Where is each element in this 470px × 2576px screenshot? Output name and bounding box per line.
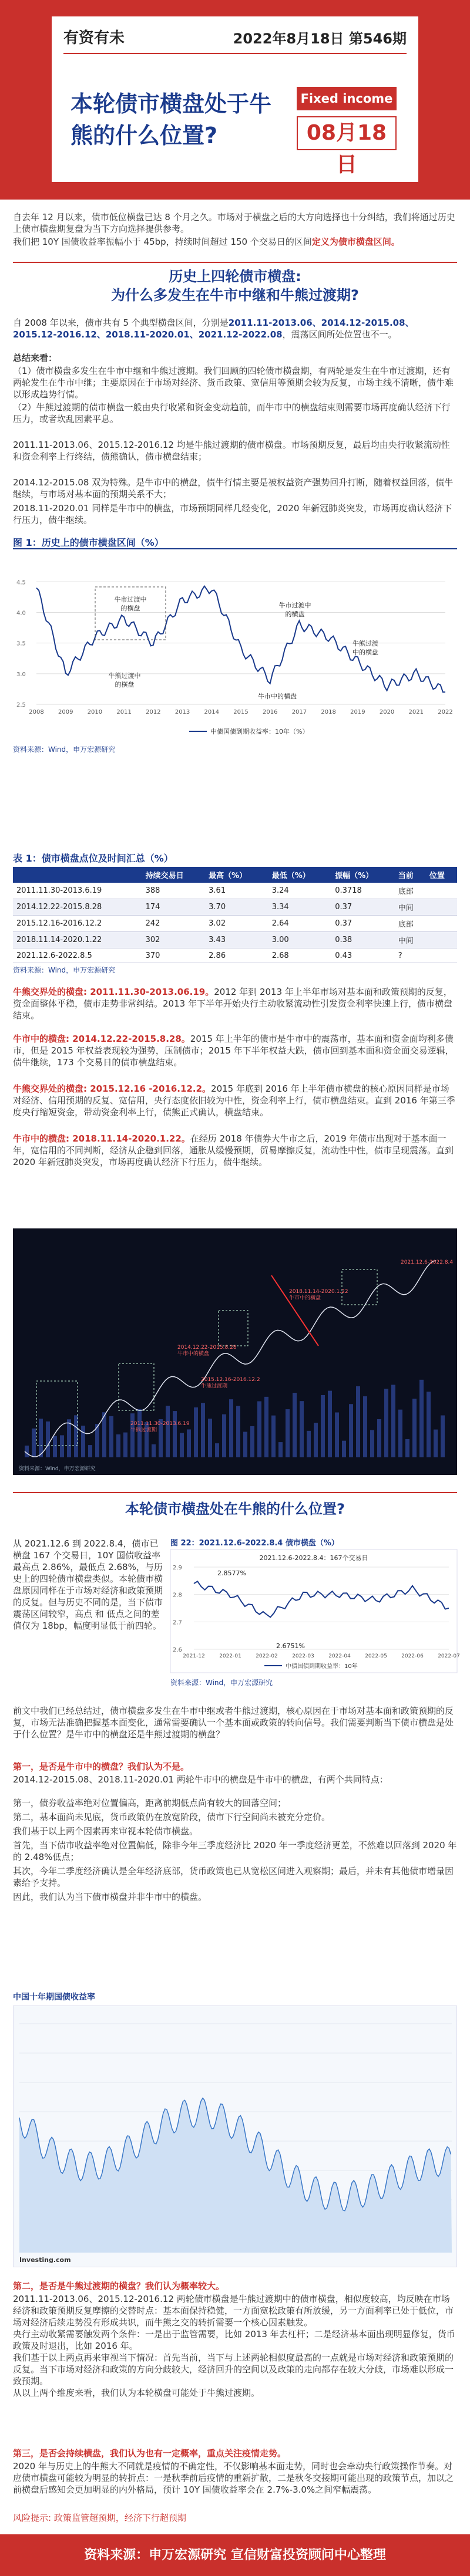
periods-list: 2011.11-2013.06、2014.12-2015.08、2015.12-2016.12、2018.11-2020.01、2021.12-2022.08 — [13, 318, 414, 340]
figure3-chart — [13, 2006, 457, 2267]
question2-body: 2011.11-2013.06、2015.12-2016.12 两轮债市横盘是牛熊过渡期中的债市横盘，相似度较高，均反映在市场经济和政策预期反复摩擦的交替时点：基本面保持稳健，一方面宽松政策有所放缓，另一方面利率已处于低位，市场对经济后续走势没有形成共识，而牛熊之交的转折需要一个核心因素触发。 央行主动收紧需要触发两个条件：一是出于监管需要，比如 2013 年去杠杆；二是经济基本面出现明显修复，货币政策及时退出，比如 2016 年。 我们基于以上两点再来审视当下情况：首先当前，当下与上述两轮相似度最高的一点就是市场对经济和政策预期的反复。当下市场对经济和政策的方向分歧较大，经济回升的空间以及政策的走向都存在较大分歧，市场难以形成一致预期。 从以上两个维度来看，我们认为本轮横盘可能处于牛熊过渡期。 — [13, 2294, 455, 2398]
question1-item: 第一，债券收益率绝对位置偏高，距离前期低点尚有较大的回落空间； — [13, 1798, 287, 1808]
dark-annotation-2b: 牛市中的横盘 — [177, 1351, 210, 1357]
dark-bar — [109, 1416, 113, 1457]
summary-point-1: （1）债市横盘多发生在牛市中继和牛熊过渡期。我们回顾的四轮债市横盘期，有两轮是发生在牛市过渡期，还有两轮发生在牛市中继；主要原因在于市场对经济、货币政策、宽信用等预期会较为反复，市场主线不清晰，债牛难以形成趋势行情。 — [13, 366, 454, 400]
figure1-chart — [13, 552, 457, 740]
dark-yield-chart — [13, 1228, 457, 1475]
y-tick-label: 2.5 — [16, 702, 26, 708]
table-cell: 3.61 — [205, 883, 268, 899]
dark-bar — [405, 1439, 409, 1457]
x-tick-label: 2013 — [174, 709, 190, 715]
summary-table — [13, 867, 457, 963]
figure2-legend: 中债国债到期收益率：10年 — [286, 1663, 358, 1670]
question3-heading: 第三，是否会持续横盘，我们认为也有一定概率，重点关注疫情走势。 — [13, 2448, 287, 2459]
question1-list — [13, 1797, 457, 1905]
x-tick-label: 2022-01 — [219, 1653, 241, 1659]
dark-bar — [427, 1392, 431, 1457]
table-cell: 0.37 — [331, 916, 395, 932]
table-cell: 388 — [142, 883, 206, 899]
summary-point-2: （2）牛熊过渡期的债市横盘一般由央行收紧和资金变动趋前，而牛市中的横盘结束则需要市场再度确认经济下行压力，或者坎乱因素平息。 — [13, 402, 451, 424]
table-row — [13, 899, 457, 916]
table-cell: 2.86 — [205, 948, 268, 963]
section-divider — [13, 262, 457, 263]
page-title: 本轮债市横盘处于牛熊的什么位置? — [70, 91, 272, 148]
table1-source: 资料来源：Wind，申万宏源研究 — [13, 966, 116, 974]
dark-annotation-4b: 牛市中的横盘 — [289, 1295, 321, 1301]
paragraph-2014: 2014.12-2015.08 双为特殊。是牛市中的横盘，债牛行情主要是被权益资产强势回升打断，随着权益回落，债牛继续，与市场对基本面的预期关系不大； — [13, 477, 454, 499]
dark-bar — [412, 1399, 417, 1457]
paragraph-2018: 2018.11-2020.01 同样是牛市中的横盘，市场预期同样几经变化，2020 年新冠肺炎突发，市场再度确认经济下行压力，债牛继续。 — [13, 503, 452, 525]
dark-annotation-2: 2014.12.22-2015.8.28 — [177, 1345, 237, 1351]
period-2011-head: 牛熊交界处的横盘: 2011.11.30-2013.06.19。 — [13, 987, 214, 997]
table-cell: 2015.12.16-2016.12.2 — [13, 916, 142, 932]
y-tick-label: 2.9 — [173, 1565, 182, 1571]
x-tick-label: 2016 — [262, 709, 278, 715]
x-tick-label: 2014 — [204, 709, 220, 715]
periods-lead: 自 2008 年以来，债市共有 5 个典型横盘区间，分别是 — [13, 318, 229, 328]
question3-body: 2020 年与历史上的牛熊大不同就是疫情的不确定性，不仅影响基本面走势，同时也会牵动央行政策操作节奏。对应债市横盘可能较为明显的转折点：一是秋季前后疫情的重新扩散，二是秋冬交接期可能出现的政策节点，加以之前横盘后感知会更加明显的内外格局，预计 10Y 国债收益率会在 2.7%-3.0%之间窄幅震荡。 — [13, 2461, 454, 2495]
period-2011-body: 2012 年到 2013 年上半年市场对基本面和政策预期的反复，资金面整体平稳，债市走势非常纠结。2013 年下半年开始央行主动收紧流动性引发资金利率快速上行，债市横盘结束。 — [13, 987, 452, 1021]
table-cell: ? — [395, 948, 426, 963]
dark-bar — [349, 1404, 353, 1457]
table-row — [13, 932, 457, 948]
dark-arrow — [271, 1275, 318, 1346]
intro-definition — [13, 236, 457, 248]
x-tick-label: 2012 — [146, 709, 161, 715]
dark-bar — [286, 1409, 290, 1457]
table-header-cell: 位置 — [426, 867, 457, 883]
table-cell: 3.02 — [205, 916, 268, 932]
figure3-title: 中国十年期国债收益率 — [13, 1993, 95, 2002]
annotation-text-3b: 的横盘 — [285, 610, 305, 618]
x-tick-label: 2010 — [87, 709, 103, 715]
dark-bar — [314, 1423, 318, 1457]
annotation-text-5: 牛市中的横盘 — [258, 693, 297, 700]
dark-bar — [335, 1413, 339, 1457]
period-2018-head: 牛市中的横盘: 2018.11.14-2020.1.22。 — [13, 1133, 190, 1144]
dark-bar — [384, 1389, 388, 1457]
figure1-legend: 中债国债到期收益率：10年（%） — [210, 728, 309, 735]
figure3-svg — [14, 2006, 458, 2268]
dark-bar — [81, 1426, 85, 1457]
dark-bar — [250, 1426, 254, 1457]
table-cell: 中间 — [395, 899, 426, 916]
section2-paragraph: 前文中我们已经总结过，债市横盘多发生在牛市中继或者牛熊过渡期，核心原因在于市场对基本面和政策预期的反复，市场无法准确把握基本面变化，通常需要确认一个基本面或政策的转向信号。我们需要判断当下债市横盘是处于什么位置？是牛市中的横盘还是牛熊过渡期的横盘？ — [13, 1706, 454, 1740]
dark-chart-svg — [13, 1228, 457, 1475]
dark-bar — [278, 1442, 283, 1457]
dark-bar — [32, 1429, 36, 1457]
table-header-cell: 当前 — [395, 867, 426, 883]
table-cell: 2.64 — [268, 916, 332, 932]
dark-annotation-4: 2018.11.14-2020.1.22 — [289, 1289, 348, 1295]
table-cell: 2018.11.14-2020.1.22 — [13, 932, 142, 948]
x-tick-label: 2018 — [321, 709, 336, 715]
dark-bar — [441, 1416, 445, 1457]
dark-annotation-3: 2015.12.16-2016.12.2 — [201, 1377, 260, 1383]
y-tick-label: 3.5 — [16, 640, 26, 647]
dark-bar — [53, 1436, 57, 1457]
table-cell: 3.70 — [205, 899, 268, 916]
question2-heading: 第二，是否是牛熊过渡期的横盘？我们认为概率较大。 — [13, 2281, 225, 2291]
table-cell: 2.68 — [268, 948, 332, 963]
figure2-caption: 图 22：2021.12.6-2022.8.4 债市横盘（%） — [170, 1539, 339, 1548]
dark-bar — [321, 1395, 325, 1457]
summary-heading: 总结来看： — [13, 353, 58, 363]
dark-bar — [264, 1397, 268, 1457]
dark-bar — [377, 1419, 381, 1457]
annotation-text-1b: 的横盘 — [120, 605, 140, 612]
x-tick-label: 2022-06 — [401, 1653, 424, 1659]
dark-annotation-3b: 牛熊过渡期 — [201, 1383, 228, 1389]
dark-bar — [208, 1419, 212, 1457]
dark-bar — [307, 1431, 311, 1457]
date-badge: 08月18日 — [297, 116, 397, 150]
dark-bar — [187, 1429, 191, 1457]
period-2015 — [13, 1083, 457, 1118]
table-cell: 0.38 — [331, 932, 395, 948]
dark-box-2 — [119, 1363, 154, 1410]
periods-tail: ，震荡区间所处位置也不一。 — [282, 329, 397, 340]
table-cell: 302 — [142, 932, 206, 948]
dark-bar — [39, 1419, 43, 1457]
question1-heading: 第一，是否是牛市中的横盘？我们认为不是。 — [13, 1761, 190, 1772]
dark-box-3 — [219, 1311, 248, 1346]
table-cell: 0.3718 — [331, 883, 395, 899]
table-cell — [426, 899, 457, 916]
dark-source: 资料来源：Wind，申万宏源研究 — [19, 1466, 96, 1472]
figure2-low-label: 2.6751% — [276, 1642, 305, 1650]
x-tick-label: 2021 — [408, 709, 424, 715]
dark-bar — [293, 1393, 297, 1457]
dark-bar — [116, 1434, 120, 1457]
dark-bar — [342, 1441, 346, 1457]
table-header-row — [13, 867, 457, 883]
table-cell: 2021.12.6-2022.8.5 — [13, 948, 142, 963]
question1-item: 因此，我们认为当下债市横盘并非牛市中的横盘。 — [13, 1892, 207, 1902]
dark-bar — [201, 1403, 205, 1457]
annotation-text-1: 牛市过渡中 — [114, 596, 147, 603]
dark-bar — [123, 1433, 127, 1457]
section1-paragraph — [13, 317, 457, 340]
annotation-text-4b: 中的横盘 — [352, 649, 378, 656]
figure1-rule — [13, 548, 457, 549]
x-tick-label: 2019 — [350, 709, 365, 715]
table-cell: 3.24 — [268, 883, 332, 899]
table-row — [13, 948, 457, 963]
figure2-chart — [170, 1549, 460, 1673]
table-cell: 3.00 — [268, 932, 332, 948]
figure2-high-label: 2.8577% — [217, 1569, 246, 1577]
x-tick-label: 2021-12 — [183, 1653, 205, 1659]
definition-highlight: 定义为债市横盘区间。 — [311, 237, 400, 247]
section2-divider — [13, 1492, 457, 1493]
table-header-cell: 振幅（%） — [331, 867, 395, 883]
y-tick-label: 4.0 — [16, 610, 26, 617]
period-2014 — [13, 1033, 457, 1068]
annotation-text-3: 牛市过渡中 — [278, 602, 311, 609]
figure2-inner-title: 2021.12.6-2022.8.4：167个交易日 — [259, 1554, 368, 1562]
x-tick-label: 2011 — [116, 709, 132, 715]
x-tick-label: 2008 — [29, 709, 44, 715]
y-tick-label: 2.8 — [173, 1592, 182, 1599]
section2-left-text: 从 2021.12.6 到 2022.8.4，债市已横盘 167 个交易日，10Y 国债收益率最高点 2.86%，最低点 2.68%，与历史上的四轮债市横盘类似。本轮债市横盘原因同样在于市场对经济和政策预期的反复。但与历史不同的是，当下债市震荡区间较窄，高点 和 低点之间的差值仅为 18bp，幅度明显低于前四轮。 — [13, 1538, 163, 1631]
dark-bar — [60, 1435, 64, 1457]
table-header-cell: 持续交易日 — [142, 867, 206, 883]
dark-bar — [434, 1430, 438, 1457]
x-tick-label: 2015 — [233, 709, 249, 715]
dark-bar — [328, 1391, 332, 1457]
dark-bar — [398, 1410, 402, 1457]
table-cell: 中间 — [395, 932, 426, 948]
dark-bar — [257, 1402, 261, 1457]
x-tick-label: 2022-07 — [438, 1653, 460, 1659]
table1-caption: 表 1：债市横盘点位及时间汇总（%） — [13, 853, 173, 864]
x-tick-label: 2020 — [379, 709, 395, 715]
table-cell: 底部 — [395, 883, 426, 899]
dark-annotation-5: 2021.12.6-2022.8.4 — [401, 1260, 454, 1265]
question1-lead: 2014.12-2015.08、2018.11-2020.01 两轮牛市中的横盘是牛市中的横盘，有两个共同特点： — [13, 1774, 388, 1785]
annotation-text-2: 牛熊过渡中 — [108, 672, 141, 680]
table-cell: 0.43 — [331, 948, 395, 963]
dark-bar — [271, 1416, 276, 1457]
y-tick-label: 2.6 — [173, 1647, 182, 1653]
period-2015-body: 2015 年底到 2016 年上半年债市横盘的核心原因同样是市场对经济、信用预期的反复、宽信用，央行态度依旧较为中性，资金利率上行，债市横盘结束。直到 2016 年第三季度央行缩短资金，带动资金利率上行，债熊正式确认，横盘结束。 — [13, 1083, 455, 1117]
table-header-cell — [13, 867, 142, 883]
paragraph-transition: 2011.11-2013.06、2015.12-2016.12 均是牛熊过渡期的债市横盘。市场预期反复，最后均由央行收紧流动性和资金利率上行终结，债熊确认，债市横盘结束； — [13, 440, 450, 462]
table-header-cell: 最低（%） — [268, 867, 332, 883]
dark-box-4 — [342, 1270, 377, 1305]
period-2018 — [13, 1133, 457, 1168]
series-name: 有资有未 — [63, 29, 125, 47]
x-tick-label: 2022-05 — [365, 1653, 387, 1659]
section1-title-line1: 历史上四轮债市横盘: — [169, 268, 301, 285]
definition-lead: 我们把 10Y 国债收益率振幅小于 45bp，持续时间超过 150 个交易日的区间 — [13, 237, 312, 247]
question1-item: 第二，基本面尚未见底，货币政策仍在放宽阶段，债市下行空间尚未被充分定价。 — [13, 1812, 331, 1822]
table-cell — [426, 883, 457, 899]
dark-bar — [229, 1399, 233, 1457]
y-tick-label: 2.7 — [173, 1619, 182, 1626]
table-cell: 174 — [142, 899, 206, 916]
question1-item: 我们基于以上两个因素再来审视本轮债市横盘。 — [13, 1826, 199, 1836]
table-cell: 3.34 — [268, 899, 332, 916]
figure1-source: 资料来源：Wind，申万宏源研究 — [13, 745, 116, 754]
period-2011 — [13, 986, 457, 1021]
x-tick-label: 2022-04 — [328, 1653, 351, 1659]
fixed-income-tag: Fixed income — [297, 87, 397, 110]
period-2018-body: 在经历 2018 年债券大牛市之后，2019 年债市出现对于基本面一年，宽信用的不同判断，经济从企稳到回落，通胀从缓慢预期，贸易摩擦反复，流动性中性，债市呈现震荡。直到 2020 年新冠肺炎突发，市场再度确认经济下行压力，债牛继续。 — [13, 1133, 454, 1167]
figure1-caption: 图 1：历史上的债市横盘区间（%） — [13, 537, 164, 548]
dark-bar — [173, 1411, 177, 1457]
question1-item: 首先，当下债市收益率绝对位置偏低，除非今年三季度经济比 2020 年一季度经济更差，不然难以回落到 2020 年的 2.48%低点； — [13, 1840, 457, 1862]
dark-annotation-1: 2011.11.30-2013.6.19 — [130, 1421, 190, 1427]
y-tick-label: 3.0 — [16, 671, 26, 678]
section2-title: 本轮债市横盘处在牛熊的什么位置? — [125, 1501, 345, 1517]
y-tick-label: 4.5 — [16, 579, 26, 586]
intro-paragraph: 自去年 12 月以来，债市低位横盘已达 8 个月之久。市场对于横盘之后的大方向选择也十分纠结，我们将通过历史上债市横盘期复盘为当下方向选择提供参考。 — [13, 212, 455, 234]
dark-bar — [215, 1443, 219, 1457]
dark-bar — [180, 1433, 184, 1457]
table-cell: 242 — [142, 916, 206, 932]
dark-bar — [391, 1385, 395, 1457]
x-tick-label: 2022-03 — [292, 1653, 314, 1659]
table-cell — [426, 916, 457, 932]
table-row — [13, 883, 457, 899]
dark-bar — [46, 1422, 50, 1457]
table-cell: 2014.12.22-2015.8.28 — [13, 899, 142, 916]
x-tick-label: 2017 — [291, 709, 307, 715]
table-cell: 3.43 — [205, 932, 268, 948]
table-cell: 370 — [142, 948, 206, 963]
period-2014-head: 牛市中的横盘: 2014.12.22-2015.8.28。 — [13, 1034, 190, 1044]
dark-bar — [166, 1406, 170, 1457]
dark-bar — [236, 1406, 240, 1457]
issue-number: 2022年8月18日 第546期 — [233, 31, 407, 47]
dark-bar — [194, 1407, 198, 1457]
annotation-text-4: 牛熊过渡 — [352, 640, 378, 647]
question1-item: 其次，今年二季度经济确认是全年经济底部，货币政策也已从宽松区间进入观察期；最后，并未有其他债市增量因素给予支持。 — [13, 1866, 454, 1888]
x-tick-label: 2009 — [58, 709, 73, 715]
dark-bar — [67, 1419, 71, 1457]
table-header-cell: 最高（%） — [205, 867, 268, 883]
dark-bar — [300, 1401, 304, 1457]
dark-bar — [370, 1430, 374, 1457]
table-row — [13, 916, 457, 932]
dark-bar — [152, 1444, 156, 1457]
dark-bar — [130, 1413, 135, 1457]
footer-banner: 资料来源：申万宏源研究 宣信财富投资顾问中心整理 — [0, 2534, 470, 2576]
dark-bar — [88, 1445, 92, 1457]
figure3-area — [19, 2098, 452, 2253]
annotation-text-2b: 的横盘 — [115, 681, 135, 688]
risk-warning: 风险提示: 政策监管超预期，经济下行超预期 — [13, 2513, 186, 2523]
table-cell: 0.37 — [331, 899, 395, 916]
section1-title-line2: 为什么多发生在牛市中继和牛熊过渡期? — [111, 287, 359, 303]
x-tick-label: 2022 — [438, 709, 453, 715]
figure2-source: 资料来源：Wind，申万宏源研究 — [170, 1679, 273, 1687]
dark-bar — [363, 1396, 367, 1457]
dark-annotation-1b: 牛熊过渡期 — [130, 1427, 157, 1433]
dark-bar — [222, 1414, 226, 1457]
table-cell — [426, 948, 457, 963]
investing-brand: Investing.com — [19, 2256, 71, 2264]
header-divider — [63, 53, 407, 54]
dark-bar — [243, 1432, 247, 1457]
period-2014-body: 2015 年上半年的债市是牛市中的震荡市，基本面和资金面均利多债市，但是 2015 年权益表现较为强势，压制债市；2015 年下半年权益大跌，债市回到基本面和资金面交易逻辑，债牛继续，173 个交易日的债市横盘结束。 — [13, 1034, 454, 1068]
table-cell: 底部 — [395, 916, 426, 932]
x-tick-label: 2022-02 — [256, 1653, 278, 1659]
table-cell: 2011.11.30-2013.6.19 — [13, 883, 142, 899]
dark-bar — [419, 1380, 424, 1457]
table-cell — [426, 932, 457, 948]
dark-bar — [356, 1386, 360, 1457]
period-2015-head: 牛熊交界处的横盘: 2015.12.16 -2016.12.2。 — [13, 1083, 212, 1094]
